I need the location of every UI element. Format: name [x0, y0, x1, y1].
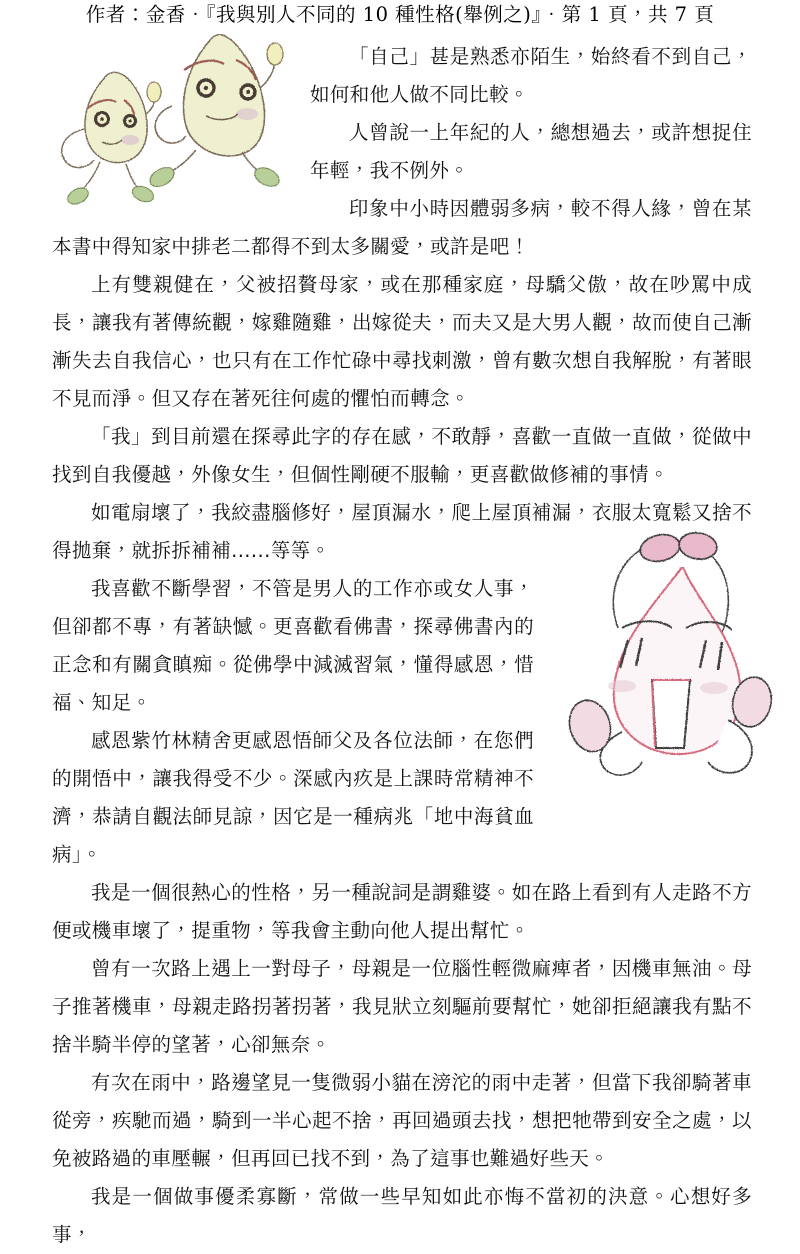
paragraph-6: 如電扇壞了，我絞盡腦修好，屋頂漏水，爬上屋頂補漏，衣服太寬鬆又捨不得拋棄，就拆拆補補......等等。	[52, 501, 752, 562]
paragraph-4: 上有雙親健在，父被招贅母家，或在那種家庭，母驕父傲，故在吵罵中成長，讓我有著傳統觀，嫁雞隨雞，出嫁從夫，而夫又是大男人觀，故而使自己漸漸失去自我信心，也只有在工作忙碌中尋找刺激，曾有數次想自我解脫，有著眼不見而淨。但又存在著死往何處的懼怕而轉念。	[52, 273, 752, 410]
paragraph-7: 我喜歡不斷學習，不管是男人的工作亦或女人事，但卻都不專，有著缺憾。更喜歡看佛書，探尋佛書內的正念和有關貪瞋痴。從佛學中減滅習氣，懂得感恩，惜福、知足。	[52, 577, 534, 714]
page-header: 作者：金香‧『我與別人不同的 10 種性格(舉例之)』‧第 1 頁，共 7 頁	[85, 3, 715, 26]
paragraph-8: 感恩紫竹林精舍更感恩悟師父及各位法師，在您們的開悟中，讓我得受不少。深感內疚是上課時常精神不濟，恭請自觀法師見諒，因它是一種病兆「地中海貧血病」。	[52, 729, 534, 866]
illustration-1-text-wrap-spacer	[52, 38, 310, 206]
paragraph-2: 人曾說一上年紀的人，總想過去，或許想捉住年輕，我不例外。	[310, 121, 752, 182]
document-body	[52, 38, 752, 1254]
paragraph-3: 印象中小時因體弱多病，較不得人緣，曾在某本書中得知家中排老二都得不到太多關愛，或許是吧！	[52, 197, 752, 258]
illustration-2-text-wrap-spacer	[534, 570, 752, 822]
paragraph-11: 有次在雨中，路邊望見一隻微弱小貓在滂沱的雨中走著，但當下我卻騎著車從旁，疾馳而過，騎到一半心起不捨，再回過頭去找，想把牠帶到安全之處，以免被路過的車壓輾，但再回已找不到，為了這事也難過好些天。	[52, 1071, 752, 1170]
paragraph-5: 「我」到目前還在探尋此字的存在感，不敢靜，喜歡一直做一直做，從做中找到自我優越，外像女生，但個性剛硬不服輸，更喜歡做修補的事情。	[52, 425, 752, 486]
paragraph-1: 「自己」甚是熟悉亦陌生，始終看不到自己，如何和他人做不同比較。	[310, 45, 752, 106]
paragraph-9: 我是一個很熱心的性格，另一種說詞是謂雞婆。如在路上看到有人走路不方便或機車壞了，提重物，等我會主動向他人提出幫忙。	[52, 881, 752, 942]
paragraph-12: 我是一個做事優柔寡斷，常做一些早知如此亦悔不當初的決意。心想好多事，	[52, 1185, 752, 1246]
paragraph-10: 曾有一次路上遇上一對母子，母親是一位腦性輕微麻痺者，因機車無油。母子推著機車，母親走路拐著拐著，我見狀立刻驅前要幫忙，她卻拒絕讓我有點不捨半騎半停的望著，心卻無奈。	[52, 957, 752, 1056]
